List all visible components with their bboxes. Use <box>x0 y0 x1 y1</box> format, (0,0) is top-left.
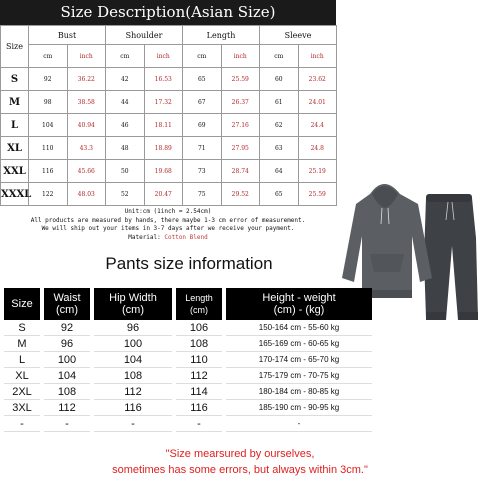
length-header: Length <box>183 26 260 45</box>
pants-hip-cell: 112 <box>94 384 172 400</box>
pants-height-weight-cell: - <box>226 416 372 432</box>
pants-hip-cell: 104 <box>94 352 172 368</box>
pants-size-cell: L <box>4 352 40 368</box>
size-footnote <box>0 446 480 478</box>
inch-value: 27.16 <box>221 114 260 137</box>
measurement-note: All products are measured by hands, there maybe 1-3 cm error of measurement. <box>30 216 306 224</box>
size-cell: S <box>1 68 29 91</box>
pants-length-cell: 110 <box>176 352 222 368</box>
footnote-line-1: "Size mearsured by ourselves, <box>165 448 315 460</box>
pants-row <box>4 368 374 384</box>
hoodie-illustration <box>342 184 432 298</box>
size-row <box>1 114 337 137</box>
inch-value: 17.32 <box>144 91 183 114</box>
pants-size-title: Pants size information <box>105 254 273 273</box>
bust-header: Bust <box>29 26 106 45</box>
unit-cm: cm <box>183 45 222 68</box>
unit-cm: cm <box>106 45 145 68</box>
inch-value: 25.59 <box>221 68 260 91</box>
inch-value: 36.22 <box>67 68 106 91</box>
pants-hip-header: Hip Width (cm) <box>94 288 172 320</box>
inch-value: 23.62 <box>298 68 337 91</box>
pants-size-cell: XL <box>4 368 40 384</box>
unit-inch: inch <box>67 45 106 68</box>
cm-value: 67 <box>183 91 222 114</box>
material-value: Cotton Blend <box>164 233 208 241</box>
pants-length-cell: 114 <box>176 384 222 400</box>
unit-inch: inch <box>144 45 183 68</box>
inch-value: 18.89 <box>144 137 183 160</box>
size-row <box>1 160 337 183</box>
unit-inch: inch <box>221 45 260 68</box>
pants-waist-cell: - <box>44 416 90 432</box>
cm-value: 98 <box>29 91 68 114</box>
pants-waist-cell: 104 <box>44 368 90 384</box>
pants-waist-cell: 100 <box>44 352 90 368</box>
pants-illustration <box>424 194 478 320</box>
cm-value: 110 <box>29 137 68 160</box>
footnote-line-2: sometimes has some errors, but always within 3cm." <box>112 464 368 476</box>
unit-inch: inch <box>298 45 337 68</box>
cm-value: 61 <box>260 91 299 114</box>
inch-value: 40.94 <box>67 114 106 137</box>
cm-value: 65 <box>183 68 222 91</box>
pants-hip-cell: 100 <box>94 336 172 352</box>
size-row <box>1 183 337 206</box>
cm-value: 65 <box>260 183 299 206</box>
material-note <box>0 234 336 243</box>
inch-value: 16.53 <box>144 68 183 91</box>
unit-cm: cm <box>260 45 299 68</box>
pants-size-cell: 2XL <box>4 384 40 400</box>
inch-value: 24.8 <box>298 137 337 160</box>
size-description-table <box>0 25 337 206</box>
pants-height-weight-header: Height - weight (cm) - (kg) <box>226 288 372 320</box>
cm-value: 42 <box>106 68 145 91</box>
pants-height-weight-cell: 165-169 cm - 60-65 kg <box>226 336 372 352</box>
pants-length-cell: 108 <box>176 336 222 352</box>
cm-value: 52 <box>106 183 145 206</box>
pants-size-cell: M <box>4 336 40 352</box>
cm-value: 122 <box>29 183 68 206</box>
inch-value: 29.52 <box>221 183 260 206</box>
pants-size-cell: S <box>4 320 40 336</box>
size-cell: L <box>1 114 29 137</box>
size-cell: XXXL <box>1 183 29 206</box>
pants-height-weight-cell: 170-174 cm - 65-70 kg <box>226 352 372 368</box>
pants-hip-cell: 96 <box>94 320 172 336</box>
pants-row <box>4 400 374 416</box>
pants-height-weight-cell: 175-179 cm - 70-75 kg <box>226 368 372 384</box>
inch-value: 28.74 <box>221 160 260 183</box>
cm-value: 116 <box>29 160 68 183</box>
inch-value: 18.11 <box>144 114 183 137</box>
pants-row <box>4 336 374 352</box>
pants-size-table <box>4 288 374 432</box>
pants-hip-cell: 108 <box>94 368 172 384</box>
cm-value: 69 <box>183 114 222 137</box>
pants-header-row <box>4 288 374 320</box>
inch-value: 48.03 <box>67 183 106 206</box>
size-cell: XL <box>1 137 29 160</box>
pants-size-header: Size <box>4 288 40 320</box>
inch-value: 25.19 <box>298 160 337 183</box>
unit-note: Unit:cm (1inch = 2.54cm) <box>124 208 212 215</box>
cm-value: 62 <box>260 114 299 137</box>
sleeve-header: Sleeve <box>260 26 337 45</box>
size-cell: XXL <box>1 160 29 183</box>
cm-value: 63 <box>260 137 299 160</box>
cm-value: 60 <box>260 68 299 91</box>
pants-row <box>4 320 374 336</box>
cm-value: 73 <box>183 160 222 183</box>
measurement-notes <box>0 208 336 242</box>
pants-length-cell: - <box>176 416 222 432</box>
pants-waist-header: Waist (cm) <box>44 288 90 320</box>
pants-waist-cell: 108 <box>44 384 90 400</box>
unit-cm: cm <box>29 45 68 68</box>
cm-value: 64 <box>260 160 299 183</box>
material-label: Material: <box>128 233 165 241</box>
pants-waist-cell: 112 <box>44 400 90 416</box>
cm-value: 92 <box>29 68 68 91</box>
pants-row <box>4 384 374 400</box>
inch-value: 24.01 <box>298 91 337 114</box>
pants-length-cell: 116 <box>176 400 222 416</box>
cm-value: 104 <box>29 114 68 137</box>
shipping-note: We will ship out your items in 3-7 days after we receive your payment. <box>41 225 295 232</box>
size-cell: M <box>1 91 29 114</box>
inch-value: 43.3 <box>67 137 106 160</box>
size-row <box>1 68 337 91</box>
inch-value: 26.37 <box>221 91 260 114</box>
inch-value: 45.66 <box>67 160 106 183</box>
pants-length-cell: 112 <box>176 368 222 384</box>
pants-height-weight-cell: 180-184 cm - 80-85 kg <box>226 384 372 400</box>
pants-waist-cell: 96 <box>44 336 90 352</box>
pants-hip-cell: 116 <box>94 400 172 416</box>
size-row <box>1 91 337 114</box>
pants-size-cell: - <box>4 416 40 432</box>
inch-value: 24.4 <box>298 114 337 137</box>
pants-height-weight-cell: 185-190 cm - 90-95 kg <box>226 400 372 416</box>
shoulder-header: Shoulder <box>106 26 183 45</box>
cm-value: 71 <box>183 137 222 160</box>
pants-length-cell: 106 <box>176 320 222 336</box>
inch-value: 38.58 <box>67 91 106 114</box>
size-row <box>1 137 337 160</box>
cm-value: 44 <box>106 91 145 114</box>
pants-row <box>4 416 374 432</box>
size-header: Size <box>1 26 29 68</box>
pants-length-header: Length (cm) <box>176 288 222 320</box>
inch-value: 25.59 <box>298 183 337 206</box>
pants-waist-cell: 92 <box>44 320 90 336</box>
inch-value: 20.47 <box>144 183 183 206</box>
inch-value: 19.68 <box>144 160 183 183</box>
cm-value: 50 <box>106 160 145 183</box>
pants-size-cell: 3XL <box>4 400 40 416</box>
inch-value: 27.95 <box>221 137 260 160</box>
size-description-title: Size Description(Asian Size) <box>0 0 336 25</box>
pants-row <box>4 352 374 368</box>
cm-value: 46 <box>106 114 145 137</box>
pants-hip-cell: - <box>94 416 172 432</box>
cm-value: 48 <box>106 137 145 160</box>
pants-height-weight-cell: 150-164 cm - 55-60 kg <box>226 320 372 336</box>
cm-value: 75 <box>183 183 222 206</box>
